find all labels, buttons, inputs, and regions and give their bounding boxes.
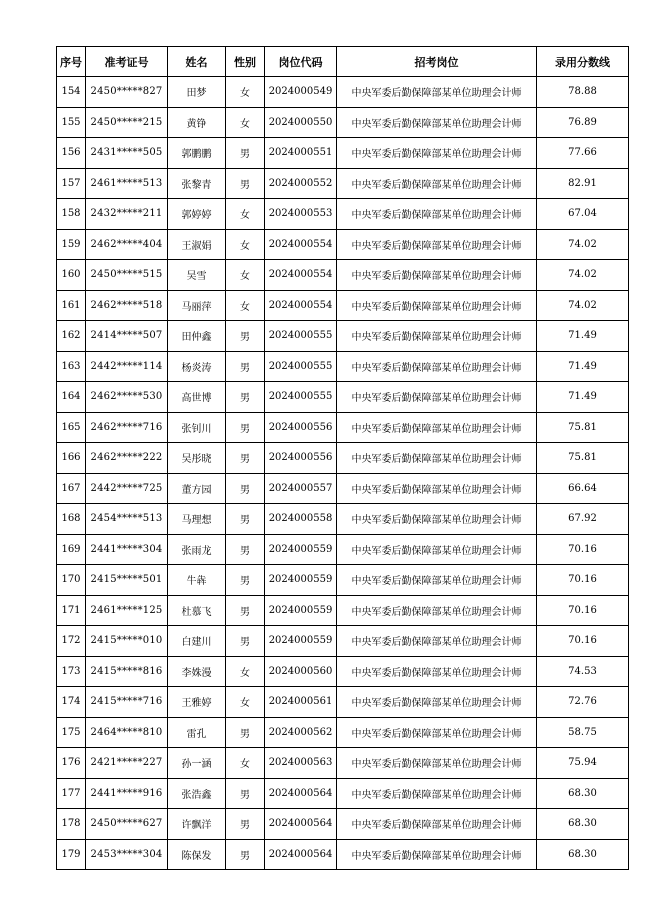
- cell-name: 田梦: [168, 77, 226, 108]
- cell-serial: 178: [57, 809, 86, 840]
- cell-score-line: 70.16: [537, 534, 629, 565]
- cell-gender: 女: [226, 260, 265, 291]
- cell-name: 田仲鑫: [168, 321, 226, 352]
- header-ticket-number: 准考证号: [86, 47, 168, 77]
- cell-score-line: 68.30: [537, 839, 629, 870]
- table-row: [57, 77, 629, 108]
- cell-gender: 男: [226, 565, 265, 596]
- cell-serial: 169: [57, 534, 86, 565]
- cell-name: 黄铮: [168, 107, 226, 138]
- cell-serial: 175: [57, 717, 86, 748]
- cell-gender: 男: [226, 443, 265, 474]
- cell-serial: 155: [57, 107, 86, 138]
- cell-gender: 男: [226, 138, 265, 169]
- cell-post-code: 2024000554: [265, 229, 337, 260]
- cell-ticket-number: 2432*****211: [86, 199, 168, 230]
- table-row: [57, 565, 629, 596]
- cell-post: 中央军委后勤保障部某单位助理会计师: [337, 77, 537, 108]
- cell-serial: 164: [57, 382, 86, 413]
- header-post-code: 岗位代码: [265, 47, 337, 77]
- table-row: [57, 504, 629, 535]
- cell-ticket-number: 2462*****222: [86, 443, 168, 474]
- cell-score-line: 70.16: [537, 626, 629, 657]
- cell-serial: 165: [57, 412, 86, 443]
- cell-post: 中央军委后勤保障部某单位助理会计师: [337, 595, 537, 626]
- cell-post-code: 2024000564: [265, 778, 337, 809]
- cell-name: 李姝漫: [168, 656, 226, 687]
- cell-score-line: 75.81: [537, 412, 629, 443]
- cell-serial: 158: [57, 199, 86, 230]
- cell-score-line: 76.89: [537, 107, 629, 138]
- cell-gender: 男: [226, 626, 265, 657]
- cell-name: 杨炎涛: [168, 351, 226, 382]
- cell-post: 中央军委后勤保障部某单位助理会计师: [337, 717, 537, 748]
- cell-gender: 女: [226, 77, 265, 108]
- cell-score-line: 74.53: [537, 656, 629, 687]
- cell-name: 张浩鑫: [168, 778, 226, 809]
- cell-name: 董方园: [168, 473, 226, 504]
- cell-score-line: 67.04: [537, 199, 629, 230]
- cell-score-line: 72.76: [537, 687, 629, 718]
- cell-ticket-number: 2450*****827: [86, 77, 168, 108]
- table-row: [57, 229, 629, 260]
- cell-post-code: 2024000555: [265, 321, 337, 352]
- table-row: [57, 626, 629, 657]
- cell-name: 马丽萍: [168, 290, 226, 321]
- cell-post: 中央军委后勤保障部某单位助理会计师: [337, 473, 537, 504]
- table-row: [57, 748, 629, 779]
- table-body: [57, 77, 629, 870]
- cell-post-code: 2024000564: [265, 809, 337, 840]
- cell-post-code: 2024000554: [265, 260, 337, 291]
- header-gender: 性别: [226, 47, 265, 77]
- cell-ticket-number: 2415*****716: [86, 687, 168, 718]
- cell-serial: 166: [57, 443, 86, 474]
- cell-gender: 女: [226, 748, 265, 779]
- table-row: [57, 290, 629, 321]
- cell-post: 中央军委后勤保障部某单位助理会计师: [337, 656, 537, 687]
- cell-name: 马理想: [168, 504, 226, 535]
- cell-serial: 173: [57, 656, 86, 687]
- header-post: 招考岗位: [337, 47, 537, 77]
- cell-post-code: 2024000559: [265, 565, 337, 596]
- cell-post: 中央军委后勤保障部某单位助理会计师: [337, 138, 537, 169]
- cell-score-line: 74.02: [537, 260, 629, 291]
- cell-gender: 男: [226, 534, 265, 565]
- header-name: 姓名: [168, 47, 226, 77]
- cell-name: 杜慕飞: [168, 595, 226, 626]
- cell-gender: 女: [226, 687, 265, 718]
- cell-serial: 161: [57, 290, 86, 321]
- cell-ticket-number: 2414*****507: [86, 321, 168, 352]
- cell-ticket-number: 2421*****227: [86, 748, 168, 779]
- cell-post: 中央军委后勤保障部某单位助理会计师: [337, 534, 537, 565]
- table-row: [57, 443, 629, 474]
- cell-score-line: 67.92: [537, 504, 629, 535]
- cell-ticket-number: 2453*****304: [86, 839, 168, 870]
- cell-gender: 男: [226, 717, 265, 748]
- cell-serial: 156: [57, 138, 86, 169]
- cell-post-code: 2024000562: [265, 717, 337, 748]
- table-row: [57, 321, 629, 352]
- cell-ticket-number: 2441*****304: [86, 534, 168, 565]
- cell-gender: 女: [226, 656, 265, 687]
- cell-name: 高世博: [168, 382, 226, 413]
- table-row: [57, 809, 629, 840]
- cell-post-code: 2024000557: [265, 473, 337, 504]
- cell-post: 中央军委后勤保障部某单位助理会计师: [337, 748, 537, 779]
- cell-post-code: 2024000553: [265, 199, 337, 230]
- cell-ticket-number: 2464*****810: [86, 717, 168, 748]
- cell-post: 中央军委后勤保障部某单位助理会计师: [337, 687, 537, 718]
- cell-ticket-number: 2454*****513: [86, 504, 168, 535]
- cell-post: 中央军委后勤保障部某单位助理会计师: [337, 504, 537, 535]
- cell-post-code: 2024000558: [265, 504, 337, 535]
- cell-post: 中央军委后勤保障部某单位助理会计师: [337, 412, 537, 443]
- table-row: [57, 473, 629, 504]
- cell-name: 王淑娟: [168, 229, 226, 260]
- cell-post: 中央军委后勤保障部某单位助理会计师: [337, 321, 537, 352]
- cell-name: 王雅婷: [168, 687, 226, 718]
- cell-score-line: 70.16: [537, 595, 629, 626]
- cell-ticket-number: 2462*****404: [86, 229, 168, 260]
- table-row: [57, 534, 629, 565]
- cell-post-code: 2024000555: [265, 351, 337, 382]
- cell-score-line: 74.02: [537, 229, 629, 260]
- cell-post: 中央军委后勤保障部某单位助理会计师: [337, 199, 537, 230]
- cell-gender: 女: [226, 107, 265, 138]
- cell-ticket-number: 2415*****816: [86, 656, 168, 687]
- cell-serial: 167: [57, 473, 86, 504]
- cell-ticket-number: 2462*****716: [86, 412, 168, 443]
- cell-score-line: 71.49: [537, 321, 629, 352]
- cell-ticket-number: 2431*****505: [86, 138, 168, 169]
- cell-name: 白建川: [168, 626, 226, 657]
- cell-serial: 159: [57, 229, 86, 260]
- cell-post: 中央军委后勤保障部某单位助理会计师: [337, 443, 537, 474]
- cell-score-line: 74.02: [537, 290, 629, 321]
- cell-gender: 男: [226, 168, 265, 199]
- cell-gender: 男: [226, 809, 265, 840]
- cell-name: 张雨龙: [168, 534, 226, 565]
- cell-gender: 男: [226, 473, 265, 504]
- cell-score-line: 68.30: [537, 809, 629, 840]
- cell-post-code: 2024000563: [265, 748, 337, 779]
- cell-ticket-number: 2415*****010: [86, 626, 168, 657]
- cell-name: 张黎青: [168, 168, 226, 199]
- cell-name: 郭婷婷: [168, 199, 226, 230]
- cell-serial: 176: [57, 748, 86, 779]
- cell-post: 中央军委后勤保障部某单位助理会计师: [337, 382, 537, 413]
- table-row: [57, 412, 629, 443]
- header-serial: 序号: [57, 47, 86, 77]
- cell-score-line: 70.16: [537, 565, 629, 596]
- cell-gender: 男: [226, 595, 265, 626]
- cell-serial: 179: [57, 839, 86, 870]
- cell-score-line: 71.49: [537, 351, 629, 382]
- cell-serial: 157: [57, 168, 86, 199]
- cell-serial: 171: [57, 595, 86, 626]
- cell-score-line: 71.49: [537, 382, 629, 413]
- cell-gender: 男: [226, 321, 265, 352]
- cell-post-code: 2024000564: [265, 839, 337, 870]
- cell-score-line: 78.88: [537, 77, 629, 108]
- cell-name: 牛犇: [168, 565, 226, 596]
- table-row: [57, 199, 629, 230]
- table-row: [57, 595, 629, 626]
- cell-post: 中央军委后勤保障部某单位助理会计师: [337, 168, 537, 199]
- cell-gender: 男: [226, 351, 265, 382]
- cell-gender: 男: [226, 839, 265, 870]
- cell-gender: 男: [226, 778, 265, 809]
- cell-post-code: 2024000561: [265, 687, 337, 718]
- cell-post: 中央军委后勤保障部某单位助理会计师: [337, 107, 537, 138]
- cell-post-code: 2024000556: [265, 412, 337, 443]
- cell-serial: 160: [57, 260, 86, 291]
- cell-post: 中央军委后勤保障部某单位助理会计师: [337, 809, 537, 840]
- table-row: [57, 687, 629, 718]
- table-row: [57, 107, 629, 138]
- cell-ticket-number: 2461*****513: [86, 168, 168, 199]
- cell-ticket-number: 2441*****916: [86, 778, 168, 809]
- table-row: [57, 260, 629, 291]
- cell-post: 中央军委后勤保障部某单位助理会计师: [337, 229, 537, 260]
- cell-post: 中央军委后勤保障部某单位助理会计师: [337, 290, 537, 321]
- cell-name: 许飘洋: [168, 809, 226, 840]
- cell-ticket-number: 2450*****627: [86, 809, 168, 840]
- table-row: [57, 656, 629, 687]
- cell-post-code: 2024000555: [265, 382, 337, 413]
- cell-gender: 男: [226, 382, 265, 413]
- cell-gender: 女: [226, 199, 265, 230]
- cell-serial: 172: [57, 626, 86, 657]
- cell-serial: 170: [57, 565, 86, 596]
- cell-post-code: 2024000549: [265, 77, 337, 108]
- cell-post: 中央军委后勤保障部某单位助理会计师: [337, 839, 537, 870]
- cell-post: 中央军委后勤保障部某单位助理会计师: [337, 778, 537, 809]
- header-row: [57, 47, 629, 77]
- cell-post: 中央军委后勤保障部某单位助理会计师: [337, 351, 537, 382]
- cell-name: 吴雪: [168, 260, 226, 291]
- cell-score-line: 75.94: [537, 748, 629, 779]
- table-row: [57, 839, 629, 870]
- cell-post: 中央军委后勤保障部某单位助理会计师: [337, 626, 537, 657]
- cell-post-code: 2024000556: [265, 443, 337, 474]
- cell-name: 孙一涵: [168, 748, 226, 779]
- cell-post-code: 2024000551: [265, 138, 337, 169]
- cell-ticket-number: 2450*****515: [86, 260, 168, 291]
- results-table: [56, 46, 629, 870]
- cell-score-line: 58.75: [537, 717, 629, 748]
- cell-ticket-number: 2450*****215: [86, 107, 168, 138]
- cell-post-code: 2024000559: [265, 595, 337, 626]
- table-row: [57, 778, 629, 809]
- cell-ticket-number: 2462*****518: [86, 290, 168, 321]
- cell-post: 中央军委后勤保障部某单位助理会计师: [337, 565, 537, 596]
- cell-serial: 162: [57, 321, 86, 352]
- cell-ticket-number: 2442*****114: [86, 351, 168, 382]
- cell-score-line: 66.64: [537, 473, 629, 504]
- cell-name: 张钊川: [168, 412, 226, 443]
- cell-post-code: 2024000560: [265, 656, 337, 687]
- cell-score-line: 68.30: [537, 778, 629, 809]
- cell-gender: 女: [226, 229, 265, 260]
- cell-ticket-number: 2462*****530: [86, 382, 168, 413]
- cell-name: 雷孔: [168, 717, 226, 748]
- table-row: [57, 717, 629, 748]
- cell-post-code: 2024000554: [265, 290, 337, 321]
- table-row: [57, 351, 629, 382]
- cell-name: 陈保发: [168, 839, 226, 870]
- cell-serial: 177: [57, 778, 86, 809]
- cell-gender: 女: [226, 290, 265, 321]
- cell-serial: 168: [57, 504, 86, 535]
- table-row: [57, 382, 629, 413]
- cell-post-code: 2024000550: [265, 107, 337, 138]
- cell-serial: 174: [57, 687, 86, 718]
- cell-score-line: 75.81: [537, 443, 629, 474]
- cell-post-code: 2024000559: [265, 626, 337, 657]
- cell-name: 吴彤晓: [168, 443, 226, 474]
- cell-ticket-number: 2461*****125: [86, 595, 168, 626]
- cell-serial: 154: [57, 77, 86, 108]
- cell-post-code: 2024000559: [265, 534, 337, 565]
- cell-score-line: 77.66: [537, 138, 629, 169]
- table-row: [57, 138, 629, 169]
- table-row: [57, 168, 629, 199]
- header-score-line: 录用分数线: [537, 47, 629, 77]
- cell-gender: 男: [226, 412, 265, 443]
- cell-post-code: 2024000552: [265, 168, 337, 199]
- cell-ticket-number: 2415*****501: [86, 565, 168, 596]
- cell-score-line: 82.91: [537, 168, 629, 199]
- cell-post: 中央军委后勤保障部某单位助理会计师: [337, 260, 537, 291]
- cell-name: 郭鹏鹏: [168, 138, 226, 169]
- cell-serial: 163: [57, 351, 86, 382]
- cell-ticket-number: 2442*****725: [86, 473, 168, 504]
- cell-gender: 男: [226, 504, 265, 535]
